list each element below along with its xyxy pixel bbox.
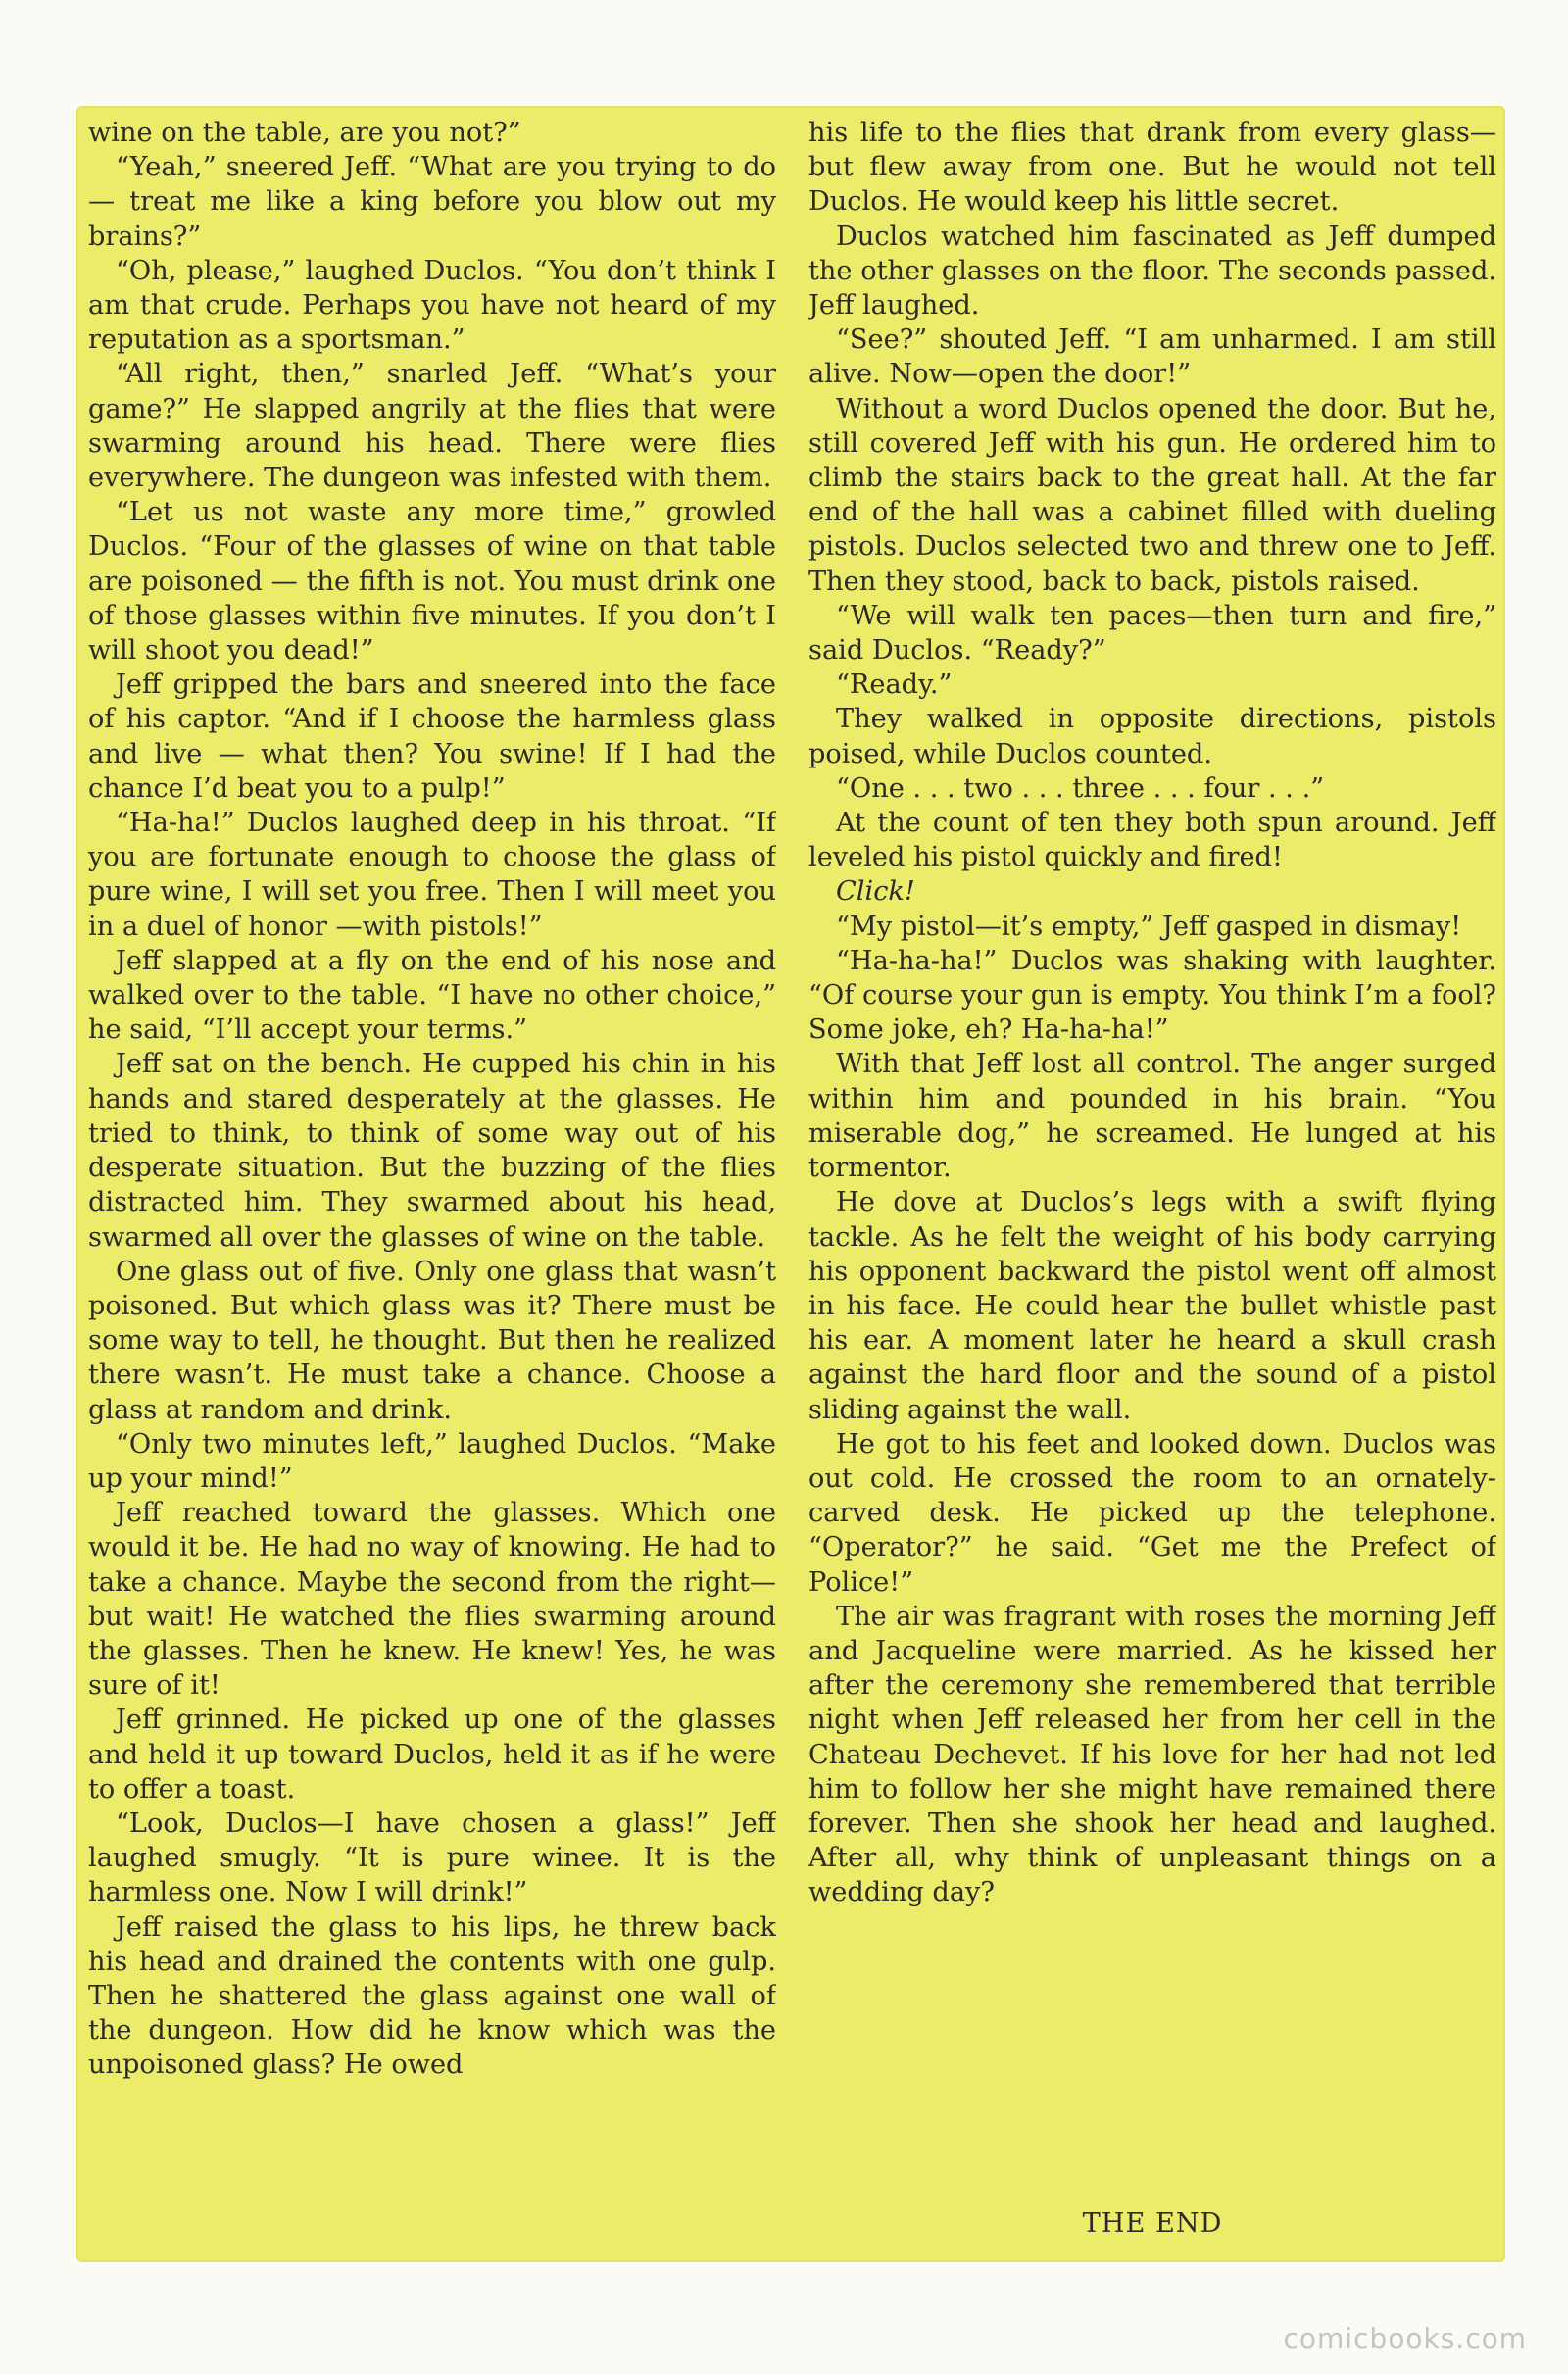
paragraph: Jeff grinned. He picked up one of the glasses and held it up toward Duclos, held it as if he were to offer a toast. [88, 1705, 776, 1805]
paragraph: He got to his feet and looked down. Duclos was out cold. He crossed the room to an ornately-carved desk. He picked up the telephone. “Operator?” he said. “Get me the Prefect of Police!” [808, 1428, 1496, 1598]
paragraph: Without a word Duclos opened the door. But he, still covered Jeff with his gun. He ordered him to climb the stairs back to the great hall. At the far end of the hall was a cabinet filled with dueling pistols. Duclos selected two and threw one to Jeff. Then they stood, back to back, pistols raised. [808, 393, 1496, 597]
paragraph: “Ready.” [836, 669, 953, 701]
paragraph: “We will walk ten paces—then turn and fire,” said Duclos. “Ready?” [808, 600, 1496, 667]
paragraph: At the count of ten they both spun around. Jeff leveled his pistol quickly and fired! [808, 808, 1496, 873]
paragraph: Jeff sat on the bench. He cupped his chin in his hands and stared desperately at the glasses. He tried to think, to think of some way out of his desperate situation. But the buzzing of the flies distracted him. They swarmed about his head, swarmed all over the glasses of wine on the table. [88, 1049, 776, 1253]
paragraph: Jeff raised the glass to his lips, he threw back his head and drained the contents with one gulp. Then he shattered the glass against one wall of the dungeon. How did he know which was the unpoisoned glass? He owed [88, 1911, 776, 2081]
paragraph: He dove at Duclos’s legs with a swift flying tackle. As he felt the weight of his body carrying his opponent backward the pistol went off almost in his face. He could hear the bullet whistle past his ear. A moment later he heard a skull crash against the hard floor and the sound of a pistol sliding against the wall. [808, 1187, 1496, 1425]
paragraph: Jeff reached toward the glasses. Which one would it be. He had no way of knowing. He had to take a chance. Maybe the second from the right—but wait! He watched the flies swarming around the glasses. Then he knew. He knew! Yes, he was sure of it! [88, 1498, 776, 1702]
paragraph: With that Jeff lost all control. The anger surged within him and pounded in his brain. “You miserable dog,” he screamed. He lunged at his tormentor. [808, 1049, 1496, 1184]
paragraph: “See?” shouted Jeff. “I am unharmed. I am still alive. Now—open the door!” [808, 324, 1496, 390]
paragraph: They walked in opposite directions, pistols poised, while Duclos counted. [808, 704, 1496, 769]
paragraph: “All right, then,” snarled Jeff. “What’s your game?” He slapped angrily at the flies that were swarming around his head. There were flies everywhere. The dungeon was infested with them. [88, 359, 776, 494]
paragraph: Duclos watched him fascinated as Jeff dumped the other glasses on the floor. The seconds passed. Jeff laughed. [808, 221, 1496, 321]
paragraph: his life to the flies that drank from every glass—but flew away from one. But he would not tell Duclos. He would keep his little secret. [808, 118, 1496, 218]
the-end-label: THE END [1082, 2208, 1223, 2239]
paragraph: “Ha-ha!” Duclos laughed deep in his throat. “If you are fortunate enough to choose the glass of pure wine, I will set you free. Then I will meet you in a duel of honor —with pistols!” [88, 808, 776, 942]
paragraph: Jeff gripped the bars and sneered into the face of his captor. “And if I choose the harmless glass and live — what then? You swine! If I had the chance I’d beat you to a pulp!” [88, 669, 776, 804]
paragraph: “One . . . two . . . three . . . four . . .” [836, 772, 1325, 804]
paragraph: “Ha-ha-ha!” Duclos was shaking with laughter. “Of course your gun is empty. You think I’m a fool? Some joke, eh? Ha-ha-ha!” [808, 945, 1496, 1046]
paragraph: Jeff slapped at a fly on the end of his nose and walked over to the table. “I have no other choice,” he said, “I’ll accept your terms.” [88, 945, 776, 1046]
paragraph: “My pistol—it’s empty,” Jeff gasped in dismay! [836, 911, 1462, 942]
paragraph: “Let us not waste any more time,” growled Duclos. “Four of the glasses of wine on that table are poisoned — the fifth is not. You must drink one of those glasses within five minutes. If you don’t I will shoot you dead!” [88, 497, 776, 667]
click-sound-text: Click! [836, 876, 915, 908]
paragraph: “Look, Duclos—I have chosen a glass!” Jeff laughed smugly. “It is pure winee. It is the harmless one. Now I will drink!” [88, 1807, 776, 1908]
paragraph: The air was fragrant with roses the morning Jeff and Jacqueline were married. As he kissed her after the ceremony she remembered that terrible night when Jeff released her from her cell in the Chateau Dechevet. If his love for her had not led him to follow her she might have remained there forever. Then she shook her head and laughed. After all, why think of unpleasant things on a wedding day? [808, 1601, 1496, 1908]
left-text-column [88, 116, 776, 2252]
paragraph: One glass out of five. Only one glass that wasn’t poisoned. But which glass was it? There must be some way to tell, he thought. But then he realized there wasn’t. He must take a chance. Choose a glass at random and drink. [88, 1256, 776, 1425]
paragraph: “Yeah,” sneered Jeff. “What are you trying to do — treat me like a king before you blow out my brains?” [88, 152, 776, 252]
paragraph: “Oh, please,” laughed Duclos. “You don’t think I am that crude. Perhaps you have not heard of my reputation as a sportsman.” [88, 255, 776, 356]
paragraph-italic-click [808, 874, 1496, 909]
paragraph: wine on the table, are you not?” [88, 118, 521, 148]
paragraph: “Only two minutes left,” laughed Duclos. “Make up your mind!” [88, 1428, 776, 1494]
site-watermark: comicbooks.com [1283, 2322, 1527, 2354]
right-text-column [808, 116, 1496, 2252]
